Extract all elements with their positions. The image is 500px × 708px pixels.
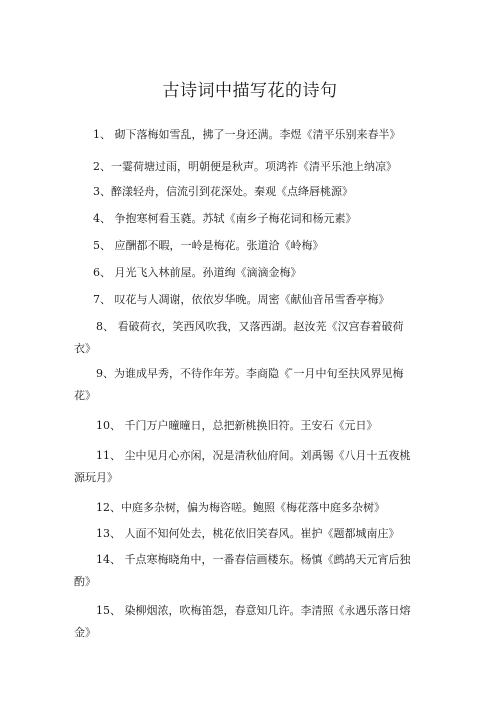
- poem-line-1: 1、 砌下落梅如雪乱，拂了一身还满。李煜《清平乐别来春半》: [93, 128, 401, 141]
- poem-line-12: 12、中庭多杂树，偏为梅咨嗟。鲍照《梅花落中庭多杂树》: [96, 501, 385, 514]
- poem-line-2: 2、一霎荷塘过雨，明朝便是秋声。项鸿祚《清平乐池上纳凉》: [93, 160, 397, 173]
- poem-line-3: 3、醉漾轻舟，信流引到花深处。秦观《点绛唇桃源》: [93, 185, 353, 198]
- poem-line-8: 8、 看破荷衣，笑西风吹我，又落西湖。赵汝茪《汉宫春着破荷衣》: [74, 320, 404, 355]
- poem-line-14: 14、 千点寒梅晓角中，一番春信画楼东。杨慎《鹧鸪天元宵后独酌》: [74, 553, 411, 588]
- page-title: 古诗词中描写花的诗句: [162, 81, 338, 101]
- poem-line-6: 6、 月光飞入林前屋。孙道绚《滴滴金梅》: [93, 266, 302, 279]
- poem-line-15: 15、 染柳烟浓，吹梅笛怨，春意知几许。李清照《永遇乐落日熔金》: [74, 604, 411, 639]
- poem-line-7: 7、 叹花与人凋谢，依依岁华晚。周密《献仙音吊雪香亭梅》: [93, 293, 390, 306]
- poem-line-10: 10、 千门万户曈曈日，总把新桃换旧符。王安石《元日》: [96, 419, 378, 432]
- poem-line-4: 4、 争抱寒柯看玉蕤。苏轼《南乡子梅花词和杨元素》: [93, 212, 357, 225]
- poem-line-13: 13、 人面不知何处去，桃花依旧笑春风。崔护《题都城南庄》: [96, 527, 400, 540]
- poem-line-5: 5、 应酬都不暇，一岭是梅花。张道洽《岭梅》: [93, 239, 324, 252]
- poem-line-9: 9、为谁成早秀，不待作年芳。李商隐《 ̄一月中旬至扶风界见梅花》: [74, 367, 404, 402]
- poem-line-11: 11、 尘中见月心亦闲，况是清秋仙府间。刘禹锡《八月十五夜桃源玩月》: [74, 449, 411, 484]
